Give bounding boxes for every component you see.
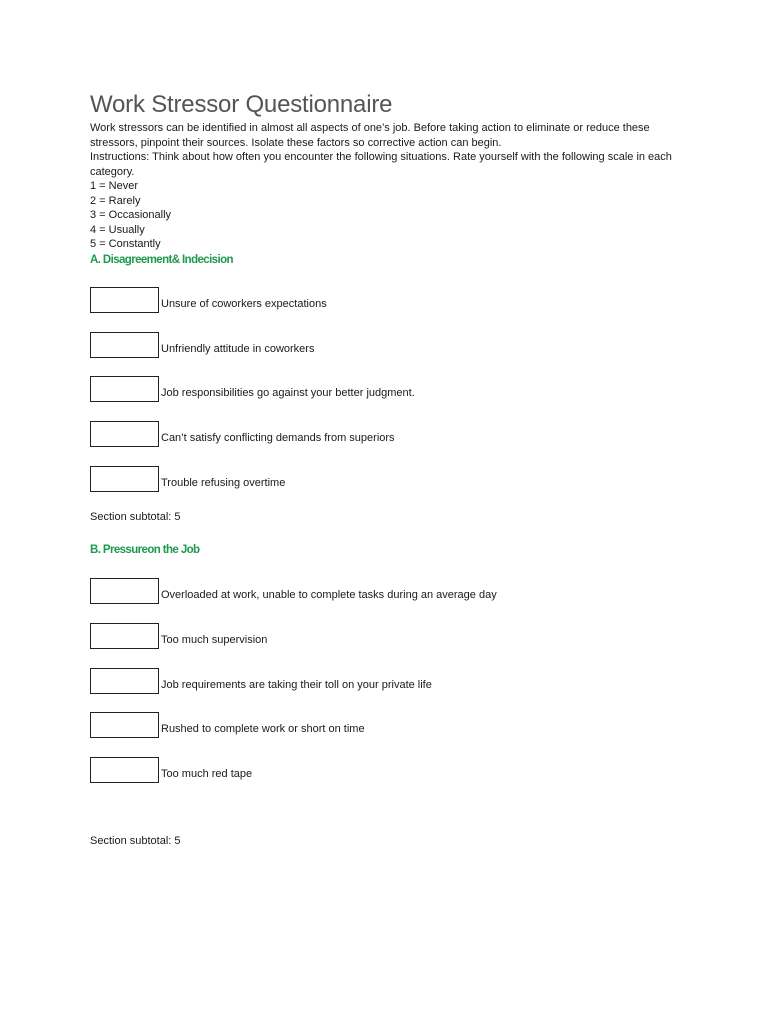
scale-item: 4 = Usually: [90, 223, 145, 236]
question-item: [90, 668, 650, 694]
rating-input[interactable]: [90, 578, 159, 604]
intro-paragraph: Work stressors can be identified in almost all aspects of one’s job. Before taking action to eliminate or reduce these stressors, pinpoint their sources. Isolate these factors so corrective action can begin.: [90, 122, 650, 149]
section-heading-a: A. Disagreement& Indecision: [90, 254, 233, 266]
section-subtotal-b: Section subtotal: 5: [90, 835, 181, 847]
page-title: Work Stressor Questionnaire: [90, 91, 393, 118]
question-item: [90, 712, 650, 738]
question-label: Unfriendly attitude in coworkers: [161, 343, 315, 355]
rating-input[interactable]: [90, 623, 159, 649]
scale-item: 2 = Rarely: [90, 194, 141, 207]
scale-item: 1 = Never: [90, 180, 138, 192]
rating-input[interactable]: [90, 287, 159, 313]
question-label: Job requirements are taking their toll on your private life: [161, 679, 432, 691]
question-item: [90, 376, 650, 402]
rating-input[interactable]: [90, 757, 159, 783]
question-item: [90, 421, 650, 447]
question-label: Too much red tape: [161, 768, 253, 780]
question-label: Too much supervision: [161, 634, 268, 646]
rating-input[interactable]: [90, 668, 159, 694]
question-label: Unsure of coworkers expectations: [161, 298, 327, 310]
rating-input[interactable]: [90, 466, 159, 492]
rating-input[interactable]: [90, 421, 159, 447]
rating-input[interactable]: [90, 332, 159, 358]
question-item: [90, 623, 650, 649]
question-item: [90, 757, 650, 783]
rating-input[interactable]: [90, 712, 159, 738]
section-heading-b: B. Pressureon the Job: [90, 544, 200, 556]
rating-input[interactable]: [90, 376, 159, 402]
question-label: Rushed to complete work or short on time: [161, 723, 365, 735]
intro-text: [90, 121, 680, 179]
rating-scale: [90, 179, 171, 252]
scale-item: 5 = Constantly: [90, 238, 161, 250]
scale-item: 3 = Occasionally: [90, 209, 172, 221]
question-item: [90, 578, 650, 604]
question-label: Can’t satisfy conflicting demands from superiors: [161, 432, 395, 444]
question-item: [90, 332, 650, 358]
instructions-paragraph: Instructions: Think about how often you encounter the following situations. Rate yourself with the following scale in each category.: [90, 151, 672, 178]
question-label: Trouble refusing overtime: [161, 477, 286, 489]
question-item: [90, 466, 650, 492]
section-subtotal-a: Section subtotal: 5: [90, 511, 181, 523]
question-label: Job responsibilities go against your better judgment.: [161, 387, 415, 399]
question-label: Overloaded at work, unable to complete tasks during an average day: [161, 589, 497, 601]
question-item: [90, 287, 650, 313]
